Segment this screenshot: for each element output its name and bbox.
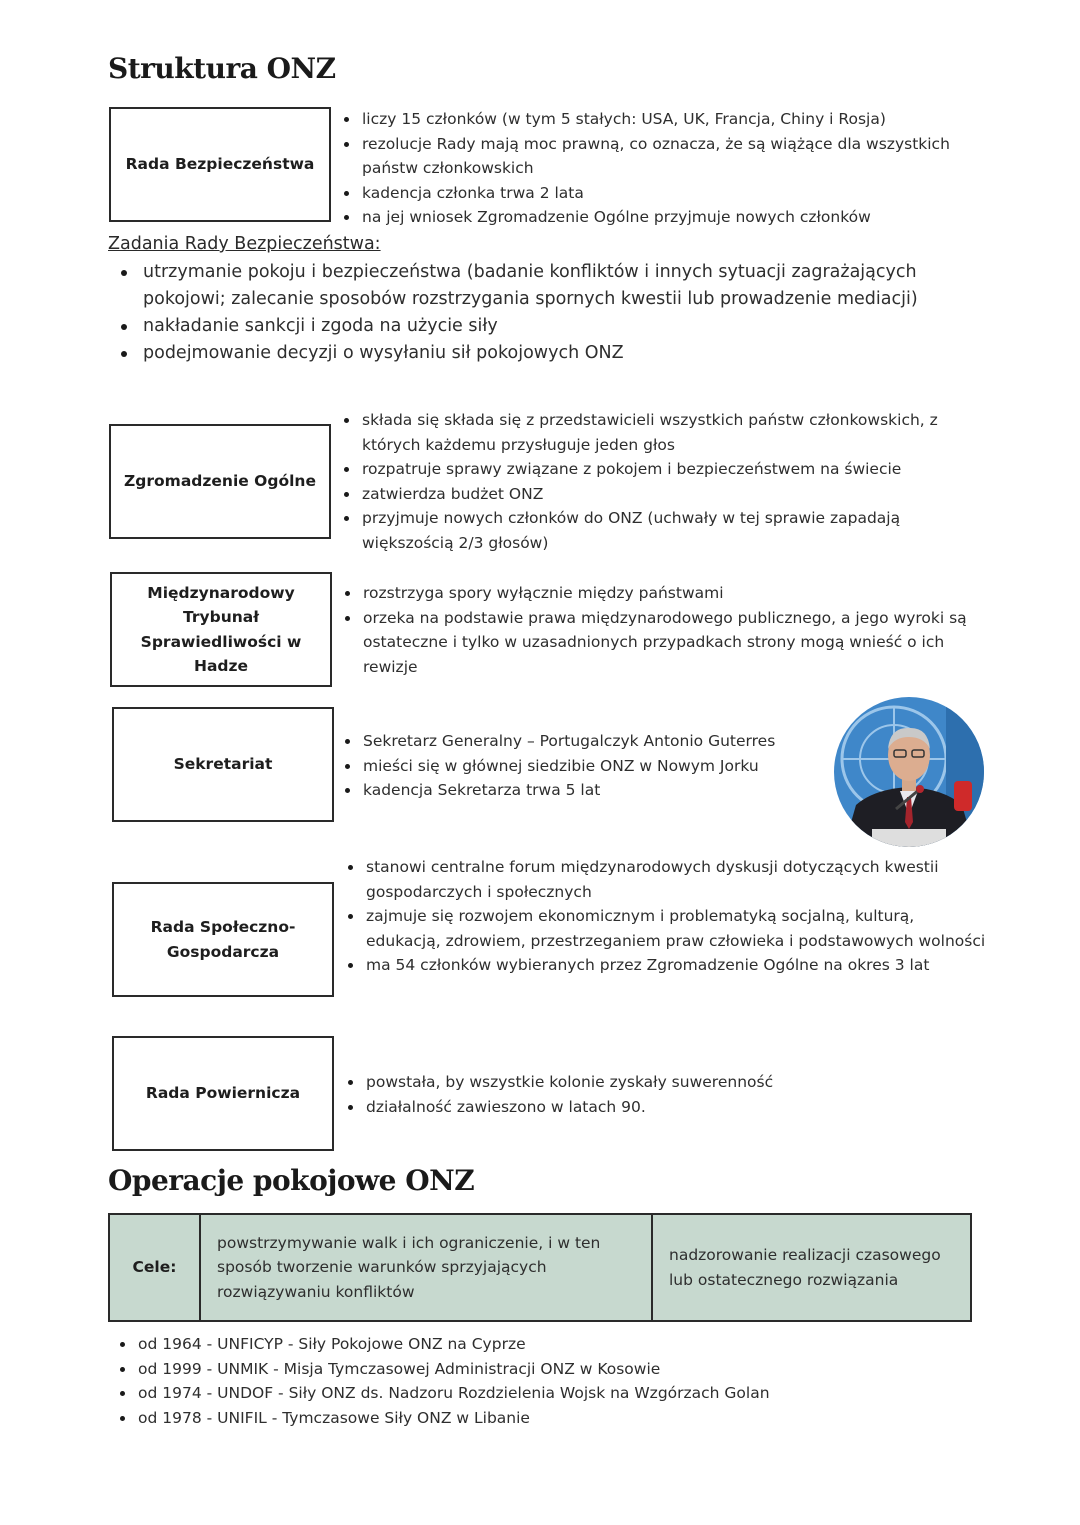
box-sekretariat: Sekretariat	[112, 707, 334, 822]
box-trybunal: Międzynarodowy Trybunał Sprawiedliwości w Hadze	[110, 572, 332, 687]
list-item: powstała, by wszystkie kolonie zyskały suwerenność	[366, 1070, 966, 1095]
list-zgromadzenie	[362, 408, 992, 555]
list-ecosoc	[366, 855, 986, 978]
list-sekretariat	[363, 729, 833, 803]
list-item: od 1974 - UNDOF - Siły ONZ ds. Nadzoru Rozdzielenia Wojsk na Wzgórzach Golan	[138, 1381, 1018, 1406]
list-item: działalność zawieszono w latach 90.	[366, 1095, 966, 1120]
list-item: kadencja członka trwa 2 lata	[362, 181, 992, 206]
box-rada-bezpieczenstwa: Rada Bezpieczeństwa	[109, 107, 331, 222]
guterres-photo	[834, 697, 984, 847]
list-item: liczy 15 członków (w tym 5 stałych: USA, UK, Francja, Chiny i Rosja)	[362, 107, 992, 132]
box-rada-spoleczno-gospodarcza: Rada Społeczno-Gospodarcza	[112, 882, 334, 997]
list-item: podejmowanie decyzji o wysyłaniu sił pokojowych ONZ	[143, 340, 1003, 367]
list-item: od 1999 - UNMIK - Misja Tymczasowej Administracji ONZ w Kosowie	[138, 1357, 1018, 1382]
list-item: utrzymanie pokoju i bezpieczeństwa (badanie konfliktów i innych sytuacji zagrażających pokojowi; zalecanie sposobów rozstrzygania spornych kwestii lub prowadzenie mediacji)	[143, 259, 1003, 313]
list-powiernicza	[366, 1070, 966, 1119]
box-rada-powiernicza: Rada Powiernicza	[112, 1036, 334, 1151]
list-item: orzeka na podstawie prawa międzynarodowego publicznego, a jego wyroki są ostateczne i tylko w uzasadnionych przypadkach strony mogą wnieść o ich rewizje	[363, 606, 983, 680]
list-item: zatwierdza budżet ONZ	[362, 482, 992, 507]
list-item: stanowi centralne forum międzynarodowych dyskusji dotyczących kwestii gospodarczych i społecznych	[366, 855, 986, 904]
list-item: ma 54 członków wybieranych przez Zgromadzenie Ogólne na okres 3 lat	[366, 953, 986, 978]
list-item: składa się składa się z przedstawicieli wszystkich państw członkowskich, z których każdemu przysługuje jeden głos	[362, 408, 992, 457]
cele-goal-2: nadzorowanie realizacji czasowego lub ostatecznego rozwiązania	[652, 1214, 971, 1321]
cele-goal-1: powstrzymywanie walk i ich ograniczenie, i w ten sposób tworzenie warunków sprzyjających rozwiązywaniu konfliktów	[200, 1214, 652, 1321]
list-tasks	[143, 259, 1003, 367]
list-item: mieści się w głównej siedzibie ONZ w Nowym Jorku	[363, 754, 833, 779]
list-item: przyjmuje nowych członków do ONZ (uchwały w tej sprawie zapadają większością 2/3 głosów)	[362, 506, 992, 555]
list-item: od 1978 - UNIFIL - Tymczasowe Siły ONZ w Libanie	[138, 1406, 1018, 1431]
list-item: rozpatruje sprawy związane z pokojem i bezpieczeństwem na świecie	[362, 457, 992, 482]
list-item: na jej wniosek Zgromadzenie Ogólne przyjmuje nowych członków	[362, 205, 992, 230]
list-missions	[138, 1332, 1018, 1430]
cele-label: Cele:	[109, 1214, 200, 1321]
list-item: nakładanie sankcji i zgoda na użycie siły	[143, 313, 1003, 340]
list-trybunal	[363, 581, 983, 679]
list-item: Sekretarz Generalny – Portugalczyk Antonio Guterres	[363, 729, 833, 754]
portrait-illustration	[834, 697, 984, 847]
tasks-heading: Zadania Rady Bezpieczeństwa:	[108, 234, 381, 254]
list-item: rozstrzyga spory wyłącznie między państwami	[363, 581, 983, 606]
box-zgromadzenie-ogolne: Zgromadzenie Ogólne	[109, 424, 331, 539]
list-rada-bezpieczenstwa	[362, 107, 992, 230]
list-item: od 1964 - UNFICYP - Siły Pokojowe ONZ na Cyprze	[138, 1332, 1018, 1357]
title-operacje: Operacje pokojowe ONZ	[108, 1164, 475, 1197]
list-item: kadencja Sekretarza trwa 5 lat	[363, 778, 833, 803]
cele-table	[108, 1213, 972, 1322]
list-item: zajmuje się rozwojem ekonomicznym i problematyką socjalną, kulturą, edukacją, zdrowiem, przestrzeganiem praw człowieka i podstawowych wolności	[366, 904, 986, 953]
title-struktura: Struktura ONZ	[108, 52, 336, 85]
list-item: rezolucje Rady mają moc prawną, co oznacza, że są wiążące dla wszystkich państw członkowskich	[362, 132, 992, 181]
